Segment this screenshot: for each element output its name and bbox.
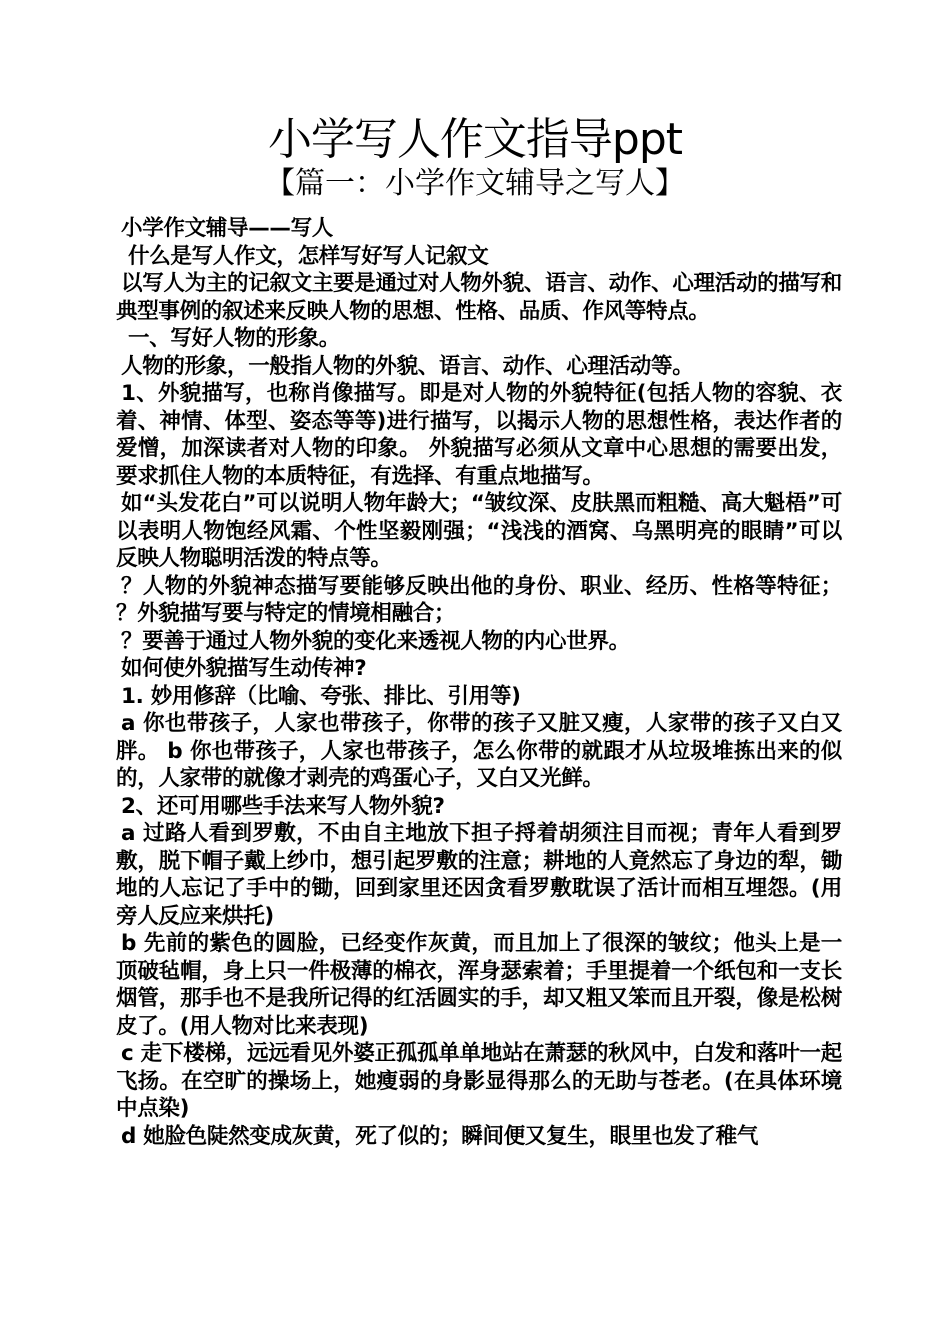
document-title: 小学写人作文指导ppt xyxy=(267,114,683,165)
paragraph: a 过路人看到罗敷，不由自主地放下担子捋着胡须注目而视；青年人看到罗敷，脱下帽子戴上纱巾，想引起罗敷的注意；耕地的人竟然忘了身边的犁，锄地的人忘记了手中的锄，回到家里还因贪看罗敷耽误了活计而相互埋怨。(用旁人反应来烘托) xyxy=(116,821,842,929)
paragraph: 如“头发花白”可以说明人物年龄大；“皱纹深、皮肤黑而粗糙、高大魁梧”可以表明人物饱经风霜、个性坚毅刚强；“浅浅的酒窝、乌黑明亮的眼睛”可以反映人物聪明活泼的特点等。 xyxy=(116,491,842,571)
paragraph: 1. 妙用修辞（比喻、夸张、排比、引用等) xyxy=(121,683,521,709)
paragraph: 什么是写人作文，怎样写好写人记叙文 xyxy=(128,243,489,269)
paragraph: c 走下楼梯，远远看见外婆正孤孤单单地站在萧瑟的秋风中，白发和落叶一起飞扬。在空旷的操场上，她瘦弱的身影显得那么的无助与苍老。(在具体环境中点染) xyxy=(116,1041,842,1121)
paragraph: 人物的形象，一般指人物的外貌、语言、动作、心理活动等。 xyxy=(121,353,694,379)
paragraph: d 她脸色陡然变成灰黄，死了似的；瞬间便又复生，眼里也发了稚气 xyxy=(121,1123,759,1149)
document-body xyxy=(116,215,842,1150)
document-subtitle: 【篇一：小学作文辅导之写人】 xyxy=(265,166,685,201)
paragraph: b 先前的紫色的圆脸，已经变作灰黄，而且加上了很深的皱纹；他头上是一顶破毡帽，身上只一件极薄的棉衣，浑身瑟索着；手里提着一个纸包和一支长烟管，那手也不是我所记得的红活圆实的手，却又粗又笨而且开裂，像是松树皮了。(用人物对比来表现) xyxy=(116,931,842,1039)
paragraph: 如何使外貌描写生动传神? xyxy=(121,656,367,681)
paragraph: ？人物的外貌神态描写要能够反映出他的身份、职业、经历、性格等特征； ？外貌描写要与特定的情境相融合； xyxy=(116,573,842,626)
paragraph: 一、写好人物的形象。 xyxy=(128,326,341,351)
paragraph: a 你也带孩子，人家也带孩子，你带的孩子又脏又瘦，人家带的孩子又白又胖。 b 你也带孩子，人家也带孩子，怎么你带的就跟才从垃圾堆拣出来的似的，人家带的就像才剥壳的鸡蛋心子，又白又光鲜。 xyxy=(116,711,842,791)
paragraph: 2、还可用哪些手法来写人物外貌? xyxy=(121,793,445,819)
paragraph: ？要善于通过人物外貌的变化来透视人物的内心世界。 xyxy=(121,628,630,654)
paragraph: 1、外貌描写，也称肖像描写。即是对人物的外貌特征(包括人物的容貌、衣着、神情、体型、姿态等等)进行描写，以揭示人物的思想性格，表达作者的爱憎，加深读者对人物的印象。 外貌描写必须从文章中心思想的需要出发，要求抓住人物的本质特征，有选择、有重点地描写。 xyxy=(116,381,842,489)
paragraph: 小学作文辅导——写人 xyxy=(121,216,334,241)
paragraph: 以写人为主的记叙文主要是通过对人物外貌、语言、动作、心理活动的描写和典型事例的叙述来反映人物的思想、性格、品质、作风等特点。 xyxy=(116,271,842,324)
